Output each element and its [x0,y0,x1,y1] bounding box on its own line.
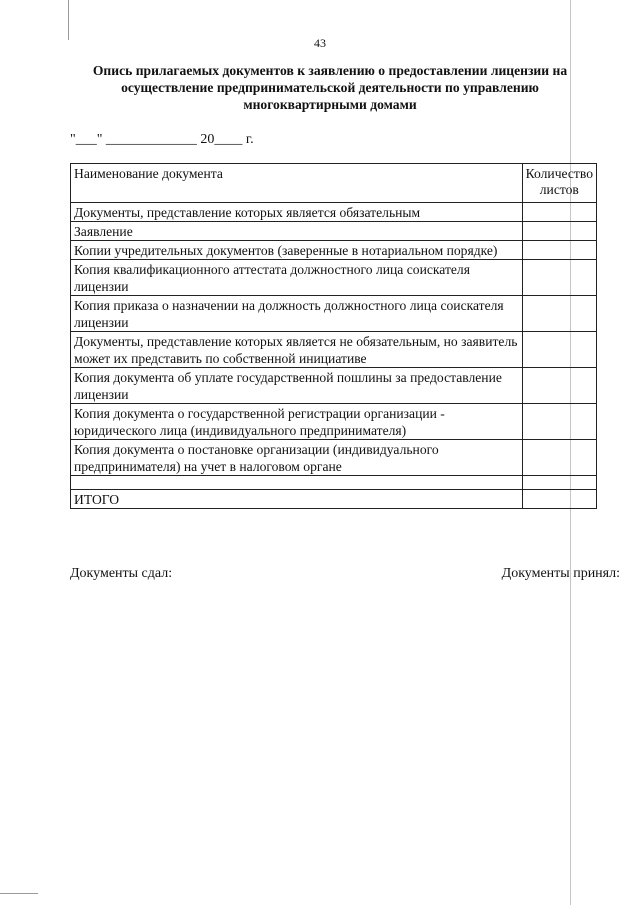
row-name: Документы, представление которых является не обязательным, но заявитель может их представить по собственной инициативе [71,332,523,368]
total-qty[interactable] [522,490,596,509]
row-name: Копии учредительных документов (заверенные в нотариальном порядке) [71,241,523,260]
row-name: Копия документа о постановке организации (индивидуального предпринимателя) на учет в налоговом органе [71,440,523,476]
documents-table [70,163,597,509]
row-qty[interactable] [522,368,596,404]
row-qty[interactable] [522,260,596,296]
table-row [71,241,597,260]
signature-submitted-label: Документы сдал: [70,566,173,581]
row-qty[interactable] [522,203,596,222]
table-row [71,260,597,296]
table-row [71,368,597,404]
row-qty[interactable] [522,440,596,476]
table-row [71,332,597,368]
row-name: Копия квалификационного аттестата должностного лица соискателя лицензии [71,260,523,296]
row-qty[interactable] [522,241,596,260]
document-title: Опись прилагаемых документов к заявлению о предоставлении лицензии на осуществление предпринимательской деятельности по управлению многоквартирными домами [92,63,568,112]
signature-received-label: Документы принял: [501,566,620,581]
row-name: Копия приказа о назначении на должность должностного лица соискателя лицензии [71,296,523,332]
page-number: 43 [314,36,326,50]
header-sheet-count: Количество листов [522,164,596,203]
table-row [71,440,597,476]
table-header-row [71,164,597,203]
table-row [71,222,597,241]
row-qty[interactable] [522,222,596,241]
row-qty[interactable] [522,296,596,332]
row-qty[interactable] [522,332,596,368]
row-name: Документы, представление которых является обязательным [71,203,523,222]
total-label: ИТОГО [71,490,523,509]
row-qty[interactable] [522,404,596,440]
table-row [71,296,597,332]
row-name: Заявление [71,222,523,241]
date-line: "___" _____________ 20____ г. [70,132,254,147]
scan-artifact-line [68,0,69,40]
row-name: Копия документа о государственной регистрации организации - юридического лица (индивидуального предпринимателя) [71,404,523,440]
table-row [71,404,597,440]
blank-cell [71,476,523,490]
row-name: Копия документа об уплате государственной пошлины за предоставление лицензии [71,368,523,404]
header-document-name: Наименование документа [71,164,523,203]
table-row-blank [71,476,597,490]
blank-cell [522,476,596,490]
table-row [71,203,597,222]
scan-artifact-line [0,893,38,894]
total-row [71,490,597,509]
